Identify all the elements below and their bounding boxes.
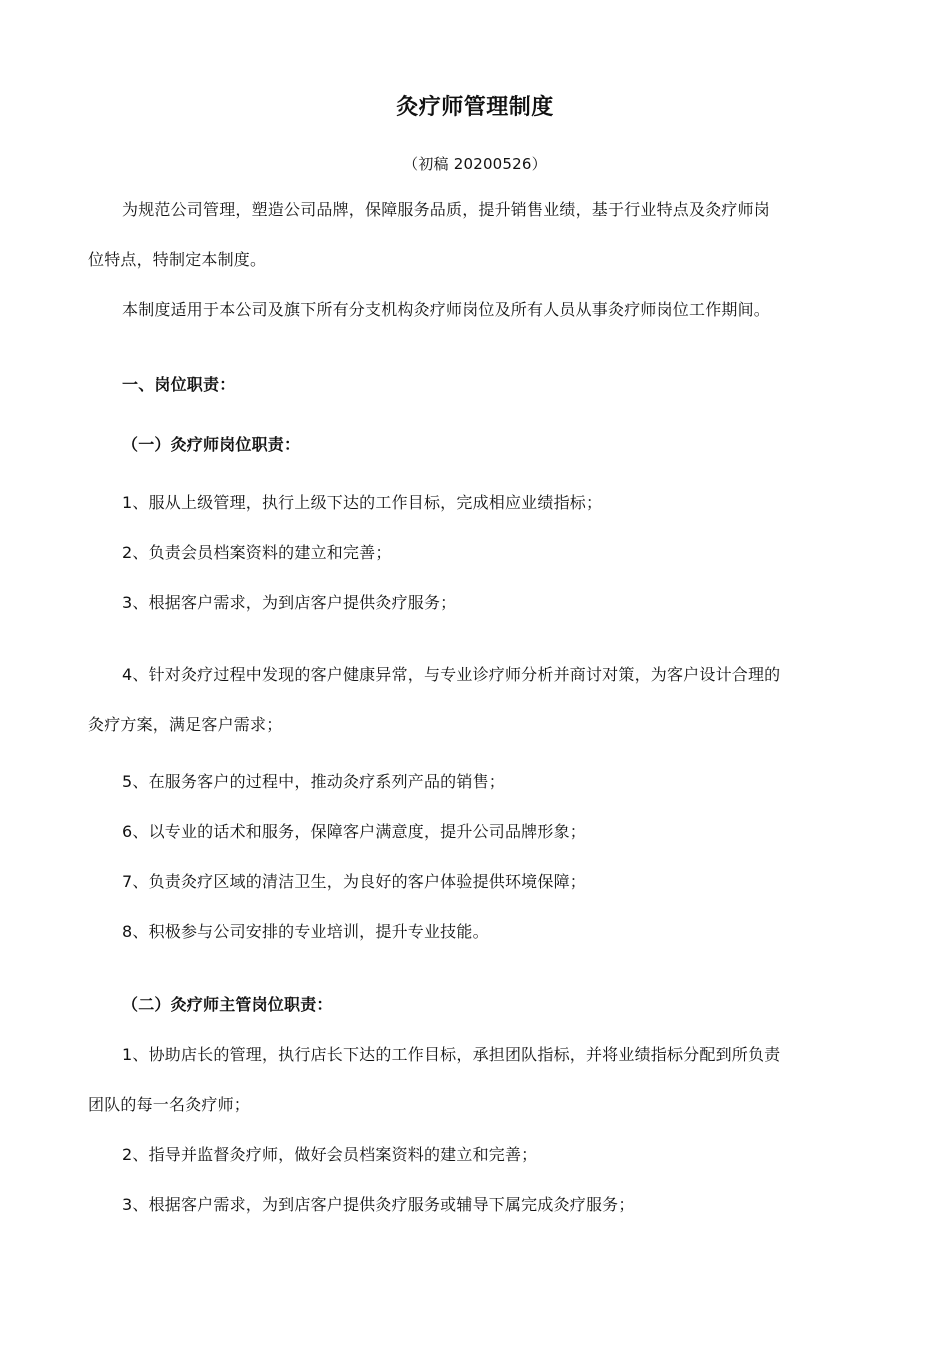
list-item: 1、服从上级管理，执行上级下达的工作目标，完成相应业绩指标； [122, 493, 603, 512]
list-item: 3、根据客户需求，为到店客户提供灸疗服务； [122, 593, 457, 612]
list-item: 3、根据客户需求，为到店客户提供灸疗服务或辅导下属完成灸疗服务； [122, 1195, 635, 1214]
list-item: 1、协助店长的管理，执行店长下达的工作目标，承担团队指标，并将业绩指标分配到所负责 [122, 1045, 781, 1064]
intro-paragraph-2: 本制度适用于本公司及旗下所有分支机构灸疗师岗位及所有人员从事灸疗师岗位工作期间。 [122, 300, 771, 319]
document-title: 灸疗师管理制度 [396, 95, 554, 120]
subsection-heading-supervisor: （二）灸疗师主管岗位职责： [122, 995, 333, 1014]
intro-paragraph-1-line-1: 为规范公司管理，塑造公司品牌，保障服务品质，提升销售业绩，基于行业特点及灸疗师岗 [122, 200, 771, 219]
list-item-continuation: 团队的每一名灸疗师； [88, 1095, 251, 1114]
list-item: 8、积极参与公司安排的专业培训，提升专业技能。 [122, 922, 489, 941]
list-item-continuation: 灸疗方案，满足客户需求； [88, 715, 283, 734]
intro-paragraph-1-line-2: 位特点，特制定本制度。 [88, 250, 267, 269]
list-item: 5、在服务客户的过程中，推动灸疗系列产品的销售； [122, 772, 505, 791]
section-heading-duties: 一、岗位职责： [122, 375, 236, 394]
list-item: 2、负责会员档案资料的建立和完善； [122, 543, 392, 562]
subsection-heading-moxibustion-therapist: （一）灸疗师岗位职责： [122, 435, 301, 454]
document-subtitle: （初稿 20200526） [403, 155, 547, 173]
list-item: 4、针对灸疗过程中发现的客户健康异常，与专业诊疗师分析并商讨对策，为客户设计合理的 [122, 665, 781, 684]
list-item: 6、以专业的话术和服务，保障客户满意度，提升公司品牌形象； [122, 822, 586, 841]
list-item: 2、指导并监督灸疗师，做好会员档案资料的建立和完善； [122, 1145, 538, 1164]
list-item: 7、负责灸疗区域的清洁卫生，为良好的客户体验提供环境保障； [122, 872, 586, 891]
